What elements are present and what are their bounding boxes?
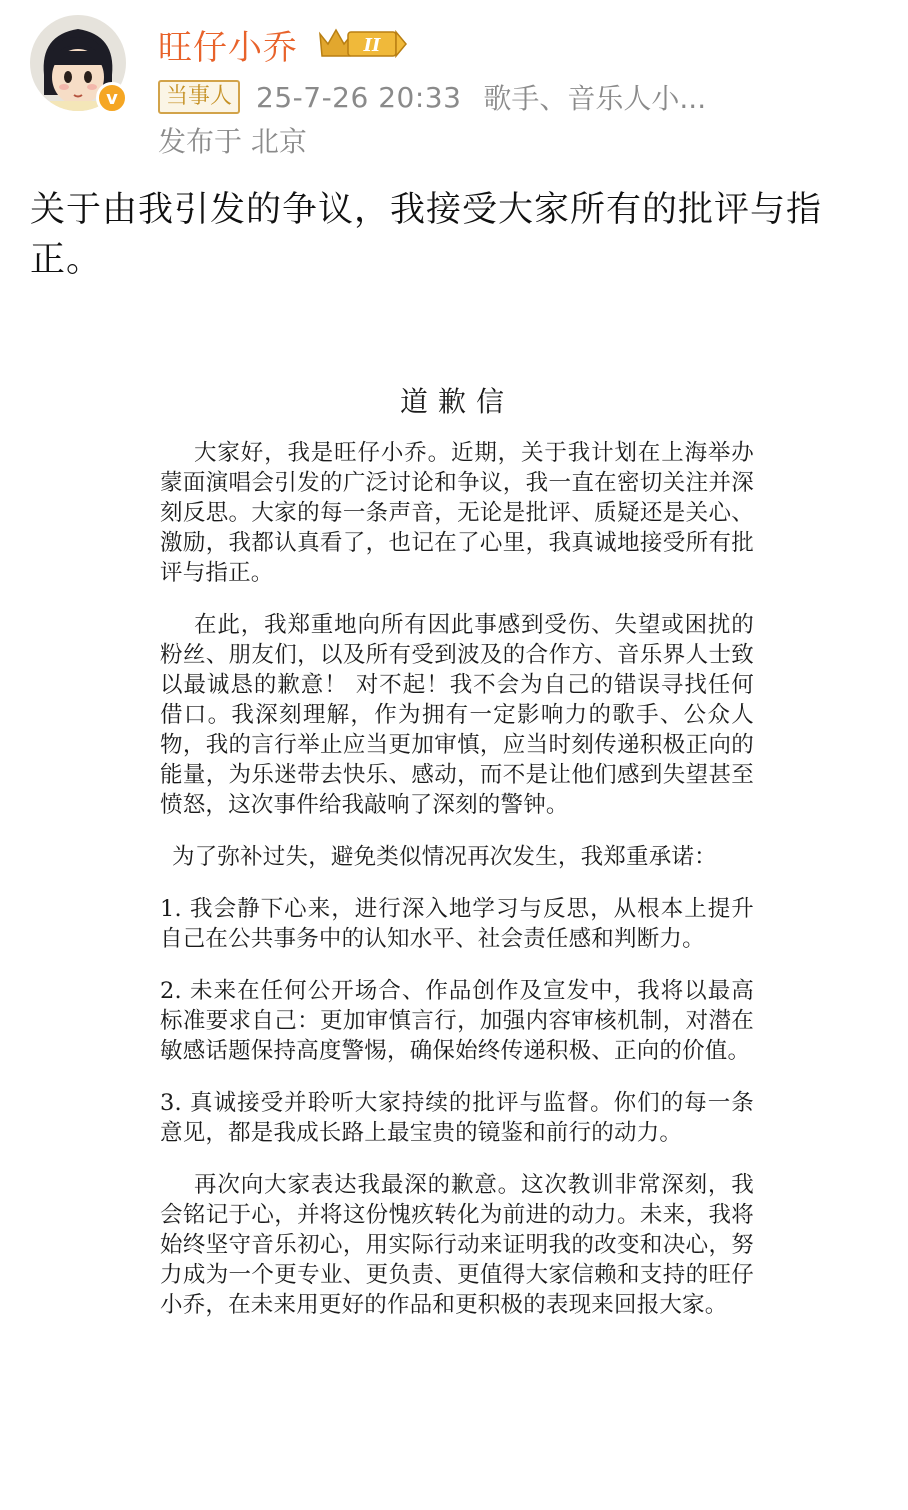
level-badge-text: II <box>363 35 381 56</box>
letter-paragraph: 大家好，我是旺仔小乔。近期，关于我计划在上海举办蒙面演唱会引发的广泛讨论和争议，我一直在密切关注并深刻反思。大家的每一条声音，无论是批评、质疑还是关心、激励，我都认真看了，也记在了心里，我真诚地接受所有批评与指正。 <box>160 440 754 586</box>
verified-mark: v <box>106 87 118 109</box>
letter-commitment-item: 2. 未来在任何公开场合、作品创作及宣发中，我将以最高标准要求自己：更加审慎言行，加强内容审核机制，对潜在敏感话题保持高度警惕，确保始终传递积极、正向的价值。 <box>160 978 754 1064</box>
involved-party-tag: 当事人 <box>158 80 240 114</box>
letter-commitment-item: 3. 真诚接受并聆听大家持续的批评与监督。你们的每一条意见，都是我成长路上最宝贵的镜鉴和前行的动力。 <box>160 1090 754 1146</box>
username[interactable]: 旺仔小乔 <box>158 28 298 68</box>
letter-title: 道歉信 <box>399 385 514 418</box>
verified-badge-icon <box>96 82 128 114</box>
crown-level-icon[interactable] <box>318 24 408 60</box>
letter-paragraph: 在此，我郑重地向所有因此事感到受伤、失望或困扰的粉丝、朋友们，以及所有受到波及的合作方、音乐界人士致以最诚恳的歉意！ 对不起！我不会为自己的错误寻找任何借口。我深刻理解，作为拥有一定影响力的歌手、公众人物，我的言行举止应当更加审慎，应当时刻传递积极正向的能量，为乐迷带去快乐、感动，而不是让他们感到失望甚至愤怒，这次事件给我敲响了深刻的警钟。 <box>160 612 754 818</box>
apology-letter-image[interactable] <box>160 382 754 1342</box>
letter-paragraph: 为了弥补过失，避免类似情况再次发生，我郑重承诺： <box>172 844 717 870</box>
post-header <box>0 0 908 165</box>
meta-row <box>158 78 706 116</box>
post-body-text: 关于由我引发的争议，我接受大家所有的批评与指正。 <box>30 190 823 280</box>
letter-paragraph: 再次向大家表达我最深的歉意。这次教训非常深刻，我会铭记于心，并将这份愧疚转化为前进的动力。未来，我将始终坚守音乐初心，用实际行动来证明我的改变和决心，努力成为一个更专业、更负责、更值得大家信赖和支持的旺仔小乔，在未来用更好的作品和更积极的表现来回报大家。 <box>160 1172 754 1318</box>
post-source[interactable]: 歌手、音乐人小... <box>483 82 707 115</box>
post-timestamp: 25-7-26 20:33 <box>256 80 462 114</box>
letter-commitment-item: 1. 我会静下心来，进行深入地学习与反思，从根本上提升自己在公共事务中的认知水平、社会责任感和判断力。 <box>160 896 754 952</box>
post-location: 发布于 北京 <box>158 125 307 158</box>
